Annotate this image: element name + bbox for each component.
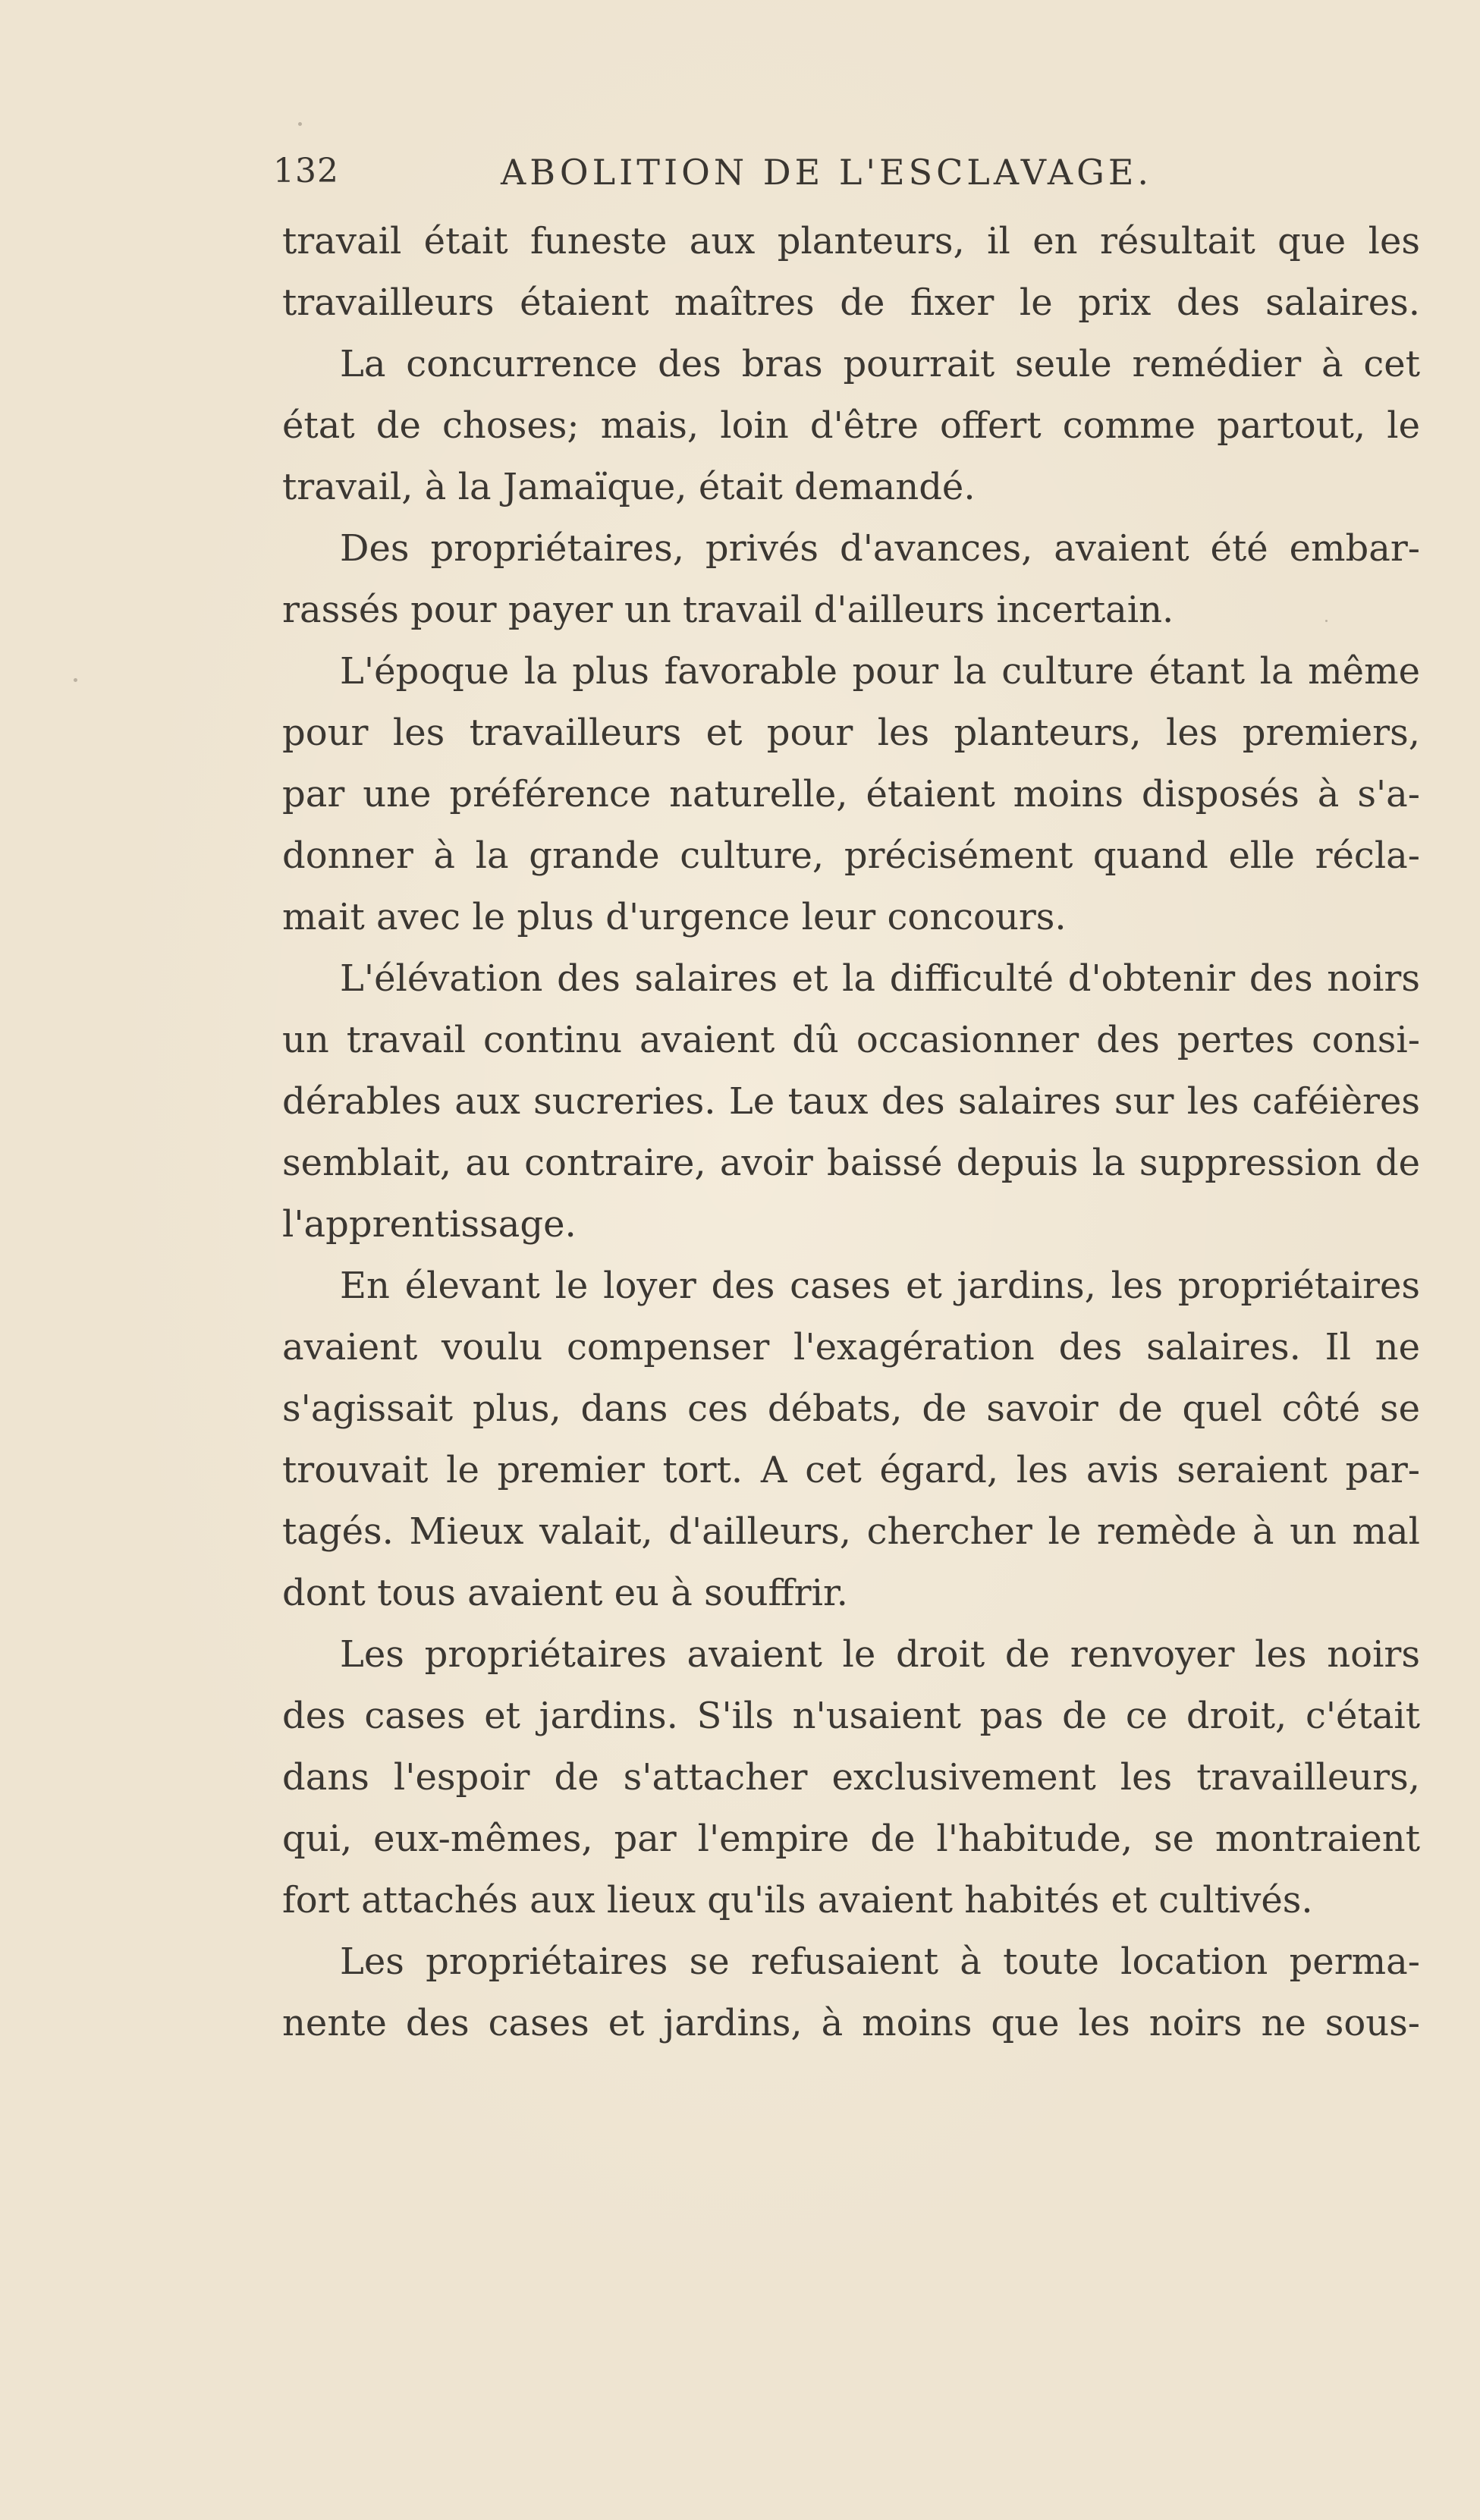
text-line: dérables aux sucreries. Le taux des salaires sur les caféières	[282, 1080, 1420, 1123]
paper-speck	[298, 122, 302, 126]
running-title: ABOLITION DE L'ESCLAVAGE.	[501, 152, 1153, 193]
page-header	[273, 152, 1199, 197]
text-line: fort attachés aux lieux qu'ils avaient habités et cultivés.	[282, 1879, 1313, 1921]
text-line: rassés pour payer un travail d'ailleurs incertain.	[282, 589, 1174, 631]
paper-speck	[74, 678, 77, 682]
text-line: La concurrence des bras pourrait seule remédier à cet	[340, 343, 1420, 385]
text-line: travailleurs étaient maîtres de fixer le prix des salaires.	[282, 281, 1420, 324]
text-line: s'agissait plus, dans ces débats, de savoir de quel côté se	[282, 1387, 1420, 1430]
text-line: travail était funeste aux planteurs, il en résultait que les	[282, 220, 1420, 262]
text-line: mait avec le plus d'urgence leur concours.	[282, 896, 1067, 938]
text-line: avaient voulu compenser l'exagération des salaires. Il ne	[282, 1326, 1420, 1368]
text-line: donner à la grande culture, précisément quand elle récla-	[282, 834, 1420, 877]
text-line: un travail continu avaient dû occasionner des pertes consi-	[282, 1019, 1420, 1061]
text-line: semblait, au contraire, avoir baissé depuis la suppression de	[282, 1142, 1420, 1184]
text-line: qui, eux-mêmes, par l'empire de l'habitude, se montraient	[282, 1818, 1420, 1860]
text-line: Les propriétaires se refusaient à toute location perma-	[340, 1940, 1420, 1983]
text-line: En élevant le loyer des cases et jardins, les propriétaires	[340, 1265, 1420, 1307]
text-line: par une préférence naturelle, étaient moins disposés à s'a-	[282, 773, 1420, 815]
text-line: dont tous avaient eu à souffrir.	[282, 1572, 848, 1614]
text-line: L'époque la plus favorable pour la culture étant la même	[340, 650, 1420, 693]
text-line: pour les travailleurs et pour les planteurs, les premiers,	[282, 712, 1420, 754]
page-number: 132	[273, 152, 339, 190]
text-line: trouvait le premier tort. A cet égard, les avis seraient par-	[282, 1449, 1420, 1491]
text-line: état de choses; mais, loin d'être offert comme partout, le	[282, 404, 1420, 447]
text-line: nente des cases et jardins, à moins que les noirs ne sous-	[282, 2002, 1420, 2044]
text-line: l'apprentissage.	[282, 1203, 577, 1246]
text-line: L'élévation des salaires et la difficulté d'obtenir des noirs	[340, 957, 1420, 1000]
text-line: Les propriétaires avaient le droit de renvoyer les noirs	[340, 1633, 1420, 1676]
body-text	[282, 211, 1420, 2054]
text-line: des cases et jardins. S'ils n'usaient pas de ce droit, c'était	[282, 1695, 1420, 1737]
text-line: Des propriétaires, privés d'avances, avaient été embar-	[340, 527, 1420, 570]
text-line: tagés. Mieux valait, d'ailleurs, chercher le remède à un mal	[282, 1510, 1420, 1553]
text-line: travail, à la Jamaïque, était demandé.	[282, 466, 976, 508]
text-line: dans l'espoir de s'attacher exclusivement les travailleurs,	[282, 1756, 1420, 1799]
